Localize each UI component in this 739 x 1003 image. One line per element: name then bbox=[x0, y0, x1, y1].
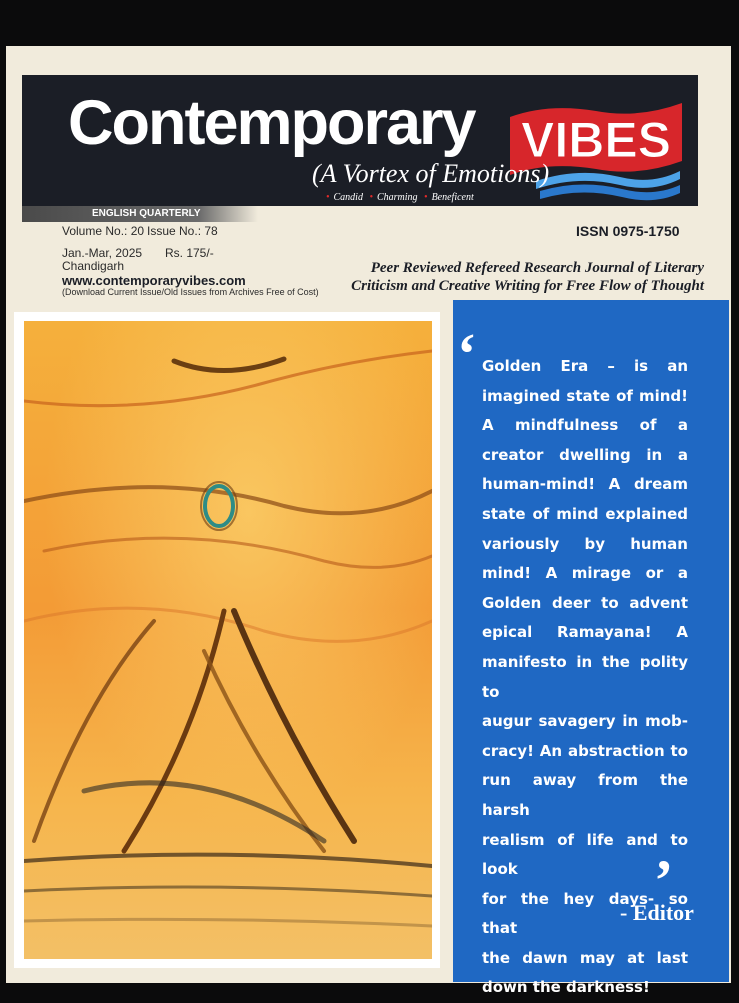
quote-line: imagined state of mind! bbox=[482, 386, 688, 405]
volume-number: Volume No.: 20 bbox=[62, 224, 145, 238]
quote-line: realism of life and to look bbox=[482, 830, 688, 879]
quote-line: Golden Era – is an bbox=[482, 357, 688, 375]
masthead-banner bbox=[22, 75, 698, 206]
issue-number: Issue No.: 78 bbox=[147, 224, 218, 238]
frequency-label: ENGLISH QUARTERLY bbox=[22, 206, 258, 222]
quote-line: down the darkness! bbox=[482, 978, 650, 997]
issue-date: Jan.-Mar, 2025 bbox=[62, 246, 143, 260]
journal-title: Contemporary bbox=[68, 88, 475, 158]
issn-number: ISSN 0975-1750 bbox=[576, 223, 680, 239]
quote-line: manifesto in the polity to bbox=[482, 652, 688, 701]
quote-line: A mindfulness of a bbox=[482, 416, 688, 435]
description-line-1: Peer Reviewed Refereed Research Journal of Literary bbox=[370, 260, 704, 276]
quote-line: for the hey days- so that bbox=[482, 889, 688, 938]
subtag-beneficent: Beneficent bbox=[431, 192, 474, 203]
quote-line: augur savagery in mob- bbox=[482, 712, 688, 731]
quote-line: cracy! An abstraction to bbox=[482, 741, 688, 760]
city: Chandigarh bbox=[62, 259, 125, 273]
quote-line: variously by human bbox=[482, 534, 688, 553]
quote-line: creator dwelling in a bbox=[482, 445, 688, 464]
journal-tagline: (A Vortex of Emotions) bbox=[312, 159, 550, 188]
quote-line: Golden deer to advent bbox=[482, 593, 688, 612]
vibes-wordmark: VIBES bbox=[520, 112, 672, 168]
quote-line: human-mind! A dream bbox=[482, 475, 688, 494]
quote-line: mind! A mirage or a bbox=[482, 564, 688, 583]
quote-close-mark: ’ bbox=[654, 848, 674, 913]
price: Rs. 175/- bbox=[165, 246, 214, 260]
quote-open-mark: ‘ bbox=[457, 321, 477, 386]
description-line-2: Criticism and Creative Writing for Free Flow of Thought bbox=[351, 278, 704, 294]
journal-description bbox=[322, 259, 704, 295]
archive-note: (Download Current Issue/Old Issues from Archives Free of Cost) bbox=[62, 287, 319, 297]
quote-attribution: - Editor bbox=[620, 900, 694, 925]
subtag-charming: Charming bbox=[376, 192, 418, 203]
quote-line: the dawn may at last bbox=[482, 948, 688, 967]
abstract-painting bbox=[24, 321, 432, 959]
quote-line: epical Ramayana! A bbox=[482, 623, 688, 642]
subtag-candid: Candid bbox=[333, 192, 363, 203]
quote-line: state of mind explained bbox=[482, 504, 688, 523]
cover-header bbox=[6, 46, 731, 306]
quote-line: run away from the harsh bbox=[482, 771, 688, 819]
website-link[interactable]: www.contemporaryvibes.com bbox=[62, 273, 246, 288]
journal-subtags: • Candid • Charming • Beneficent bbox=[326, 192, 474, 203]
